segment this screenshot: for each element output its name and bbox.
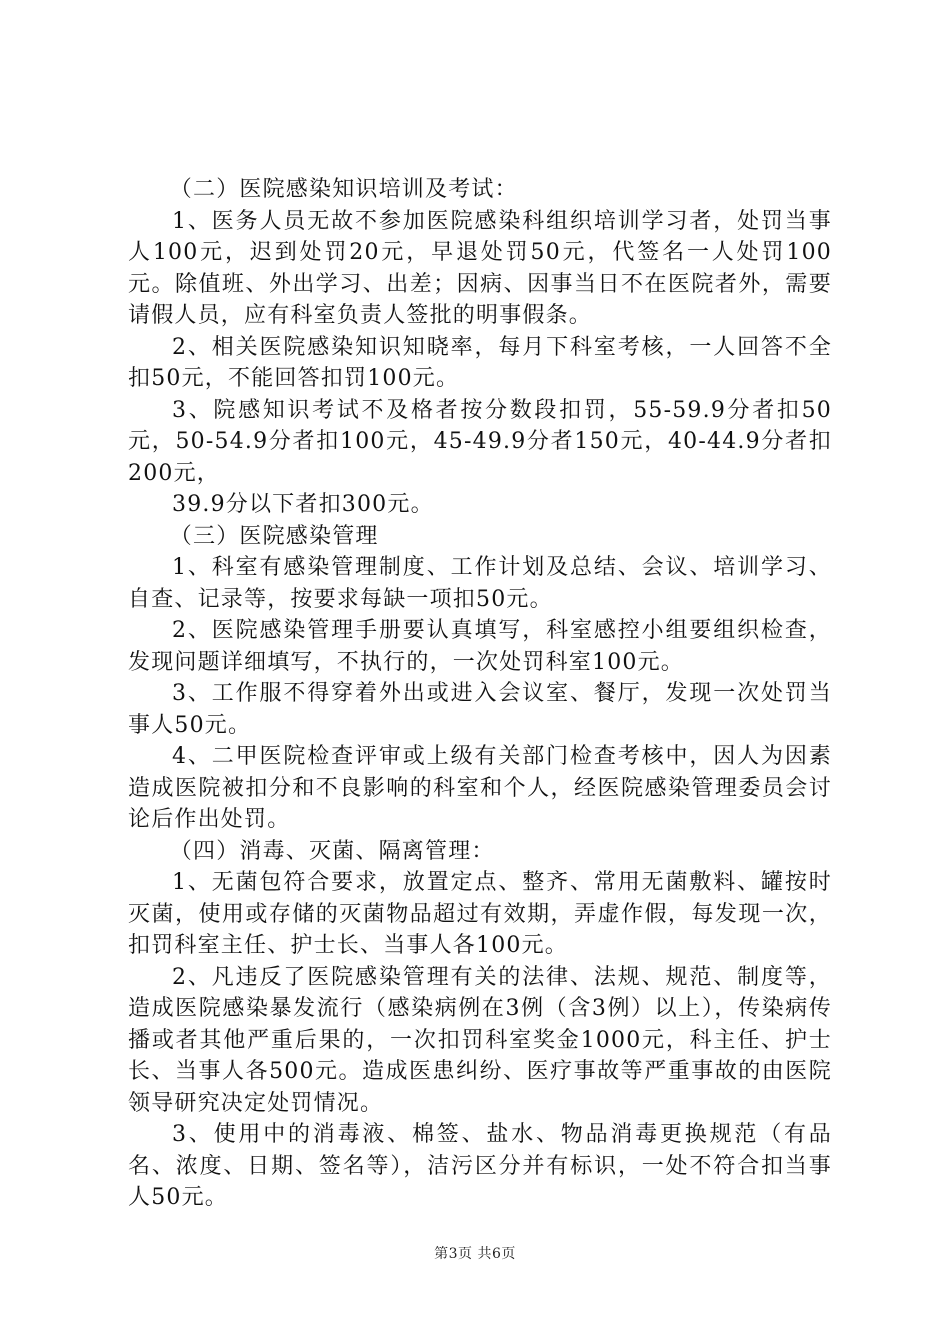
paragraph-training-1: 1、医务人员无故不参加医院感染科组织培训学习者，处罚当事人100元，迟到处罚20元，早退处罚50元，代签名一人处罚100元。除值班、外出学习、出差；因病、因事当日不在医院者外，需要请假人员，应有科室负责人签批的明事假条。 [128, 208, 832, 328]
paragraph-management-2: 2、医院感染管理手册要认真填写，科室感控小组要组织检查，发现问题详细填写，不执行的，一次处罚科室100元。 [128, 618, 832, 675]
section-heading-disinfection: （四）消毒、灭菌、隔离管理： [169, 838, 495, 864]
paragraph-training-3: 3、院感知识考试不及格者按分数段扣罚，55-59.9分者扣50元，50-54.9分者扣100元，45-49.9分者150元，40-44.9分者扣200元， [128, 397, 832, 486]
paragraph-disinfection-3: 3、使用中的消毒液、棉签、盐水、物品消毒更换规范（有品名、浓度、日期、签名等），洁污区分并有标识，一处不符合扣当事人50元。 [128, 1122, 832, 1210]
paragraph-training-2: 2、相关医院感染知识知晓率，每月下科室考核，一人回答不全扣50元，不能回答扣罚100元。 [128, 334, 832, 391]
page-number: 第3页 共6页 [434, 1246, 516, 1262]
section-heading-management: （三）医院感染管理 [169, 523, 379, 549]
paragraph-training-3-cont: 39.9分以下者扣300元。 [172, 492, 434, 517]
paragraph-management-3: 3、工作服不得穿着外出或进入会议室、餐厅，发现一次处罚当事人50元。 [128, 681, 832, 738]
paragraph-management-1: 1、科室有感染管理制度、工作计划及总结、会议、培训学习、自查、记录等，按要求每缺一项扣50元。 [128, 555, 832, 612]
section-heading-training: （二）医院感染知识培训及考试： [169, 177, 518, 202]
paragraph-disinfection-1: 1、无菌包符合要求，放置定点、整齐、常用无菌敷料、罐按时灭菌，使用或存储的灭菌物品超过有效期，弄虚作假，每发现一次，扣罚科室主任、护士长、当事人各100元。 [128, 870, 832, 958]
document-body [128, 174, 832, 1214]
paragraph-management-4: 4、二甲医院检查评审或上级有关部门检查考核中，因人为因素造成医院被扣分和不良影响的科室和个人，经医院感染管理委员会讨论后作出处罚。 [128, 744, 832, 832]
paragraph-disinfection-2: 2、凡违反了医院感染管理有关的法律、法规、规范、制度等，造成医院感染暴发流行（感染病例在3例（含3例）以上），传染病传播或者其他严重后果的，一次扣罚科室奖金1000元，科主任、护士长、当事人各500元。造成医患纠纷、医疗事故等严重事故的由医院领导研究决定处罚情况。 [128, 964, 832, 1116]
